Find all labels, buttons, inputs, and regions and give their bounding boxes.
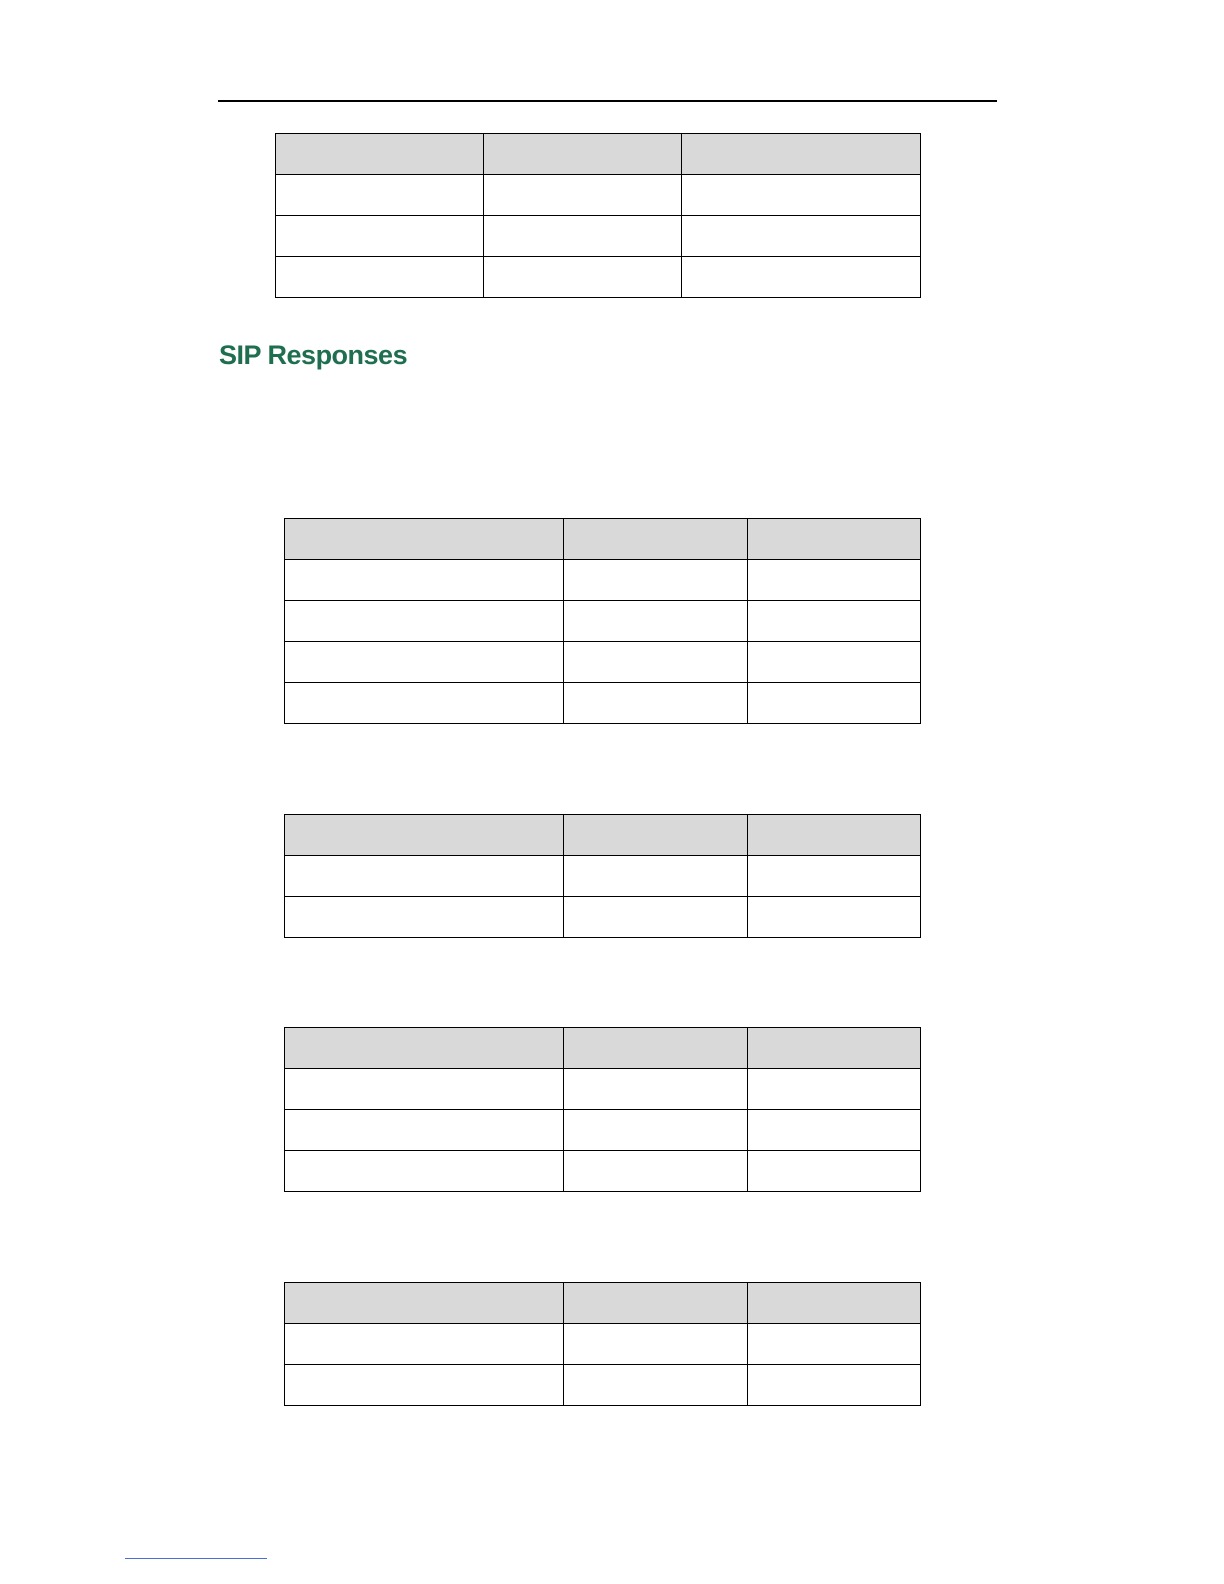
table-cell bbox=[564, 683, 748, 724]
table-cell bbox=[564, 1365, 748, 1406]
table-row bbox=[285, 1069, 921, 1110]
table-cell bbox=[484, 175, 682, 216]
table-cell bbox=[564, 560, 748, 601]
table-cell bbox=[285, 1151, 564, 1192]
table-header-cell bbox=[748, 1283, 921, 1324]
sip-response-table-3 bbox=[284, 1027, 921, 1192]
table-cell bbox=[276, 216, 484, 257]
table-header-cell bbox=[564, 519, 748, 560]
table-row bbox=[285, 856, 921, 897]
table-cell bbox=[285, 601, 564, 642]
table-cell bbox=[564, 1110, 748, 1151]
table-cell bbox=[564, 897, 748, 938]
table-cell bbox=[276, 257, 484, 298]
table-cell bbox=[285, 1365, 564, 1406]
table-cell bbox=[682, 257, 921, 298]
sip-response-table-2 bbox=[284, 814, 921, 938]
table-cell bbox=[285, 642, 564, 683]
table-header-row bbox=[285, 1028, 921, 1069]
table-row bbox=[285, 1324, 921, 1365]
table-row bbox=[285, 683, 921, 724]
table-cell bbox=[484, 216, 682, 257]
table-cell bbox=[276, 175, 484, 216]
table-header-cell bbox=[285, 815, 564, 856]
table-cell bbox=[682, 175, 921, 216]
table-cell bbox=[285, 897, 564, 938]
table-row bbox=[276, 216, 921, 257]
table-cell bbox=[564, 601, 748, 642]
table-header-cell bbox=[564, 815, 748, 856]
table-row bbox=[276, 257, 921, 298]
footer-link-underline[interactable] bbox=[125, 1558, 267, 1559]
table-cell bbox=[285, 1069, 564, 1110]
table-row bbox=[285, 897, 921, 938]
table-header-cell bbox=[748, 1028, 921, 1069]
table-cell bbox=[748, 642, 921, 683]
table-cell bbox=[285, 856, 564, 897]
table-cell bbox=[748, 856, 921, 897]
table-cell bbox=[285, 560, 564, 601]
table-row bbox=[285, 1110, 921, 1151]
table-header-cell bbox=[285, 1028, 564, 1069]
table-cell bbox=[564, 1069, 748, 1110]
table-cell bbox=[285, 1110, 564, 1151]
table-cell bbox=[484, 257, 682, 298]
page-header-rule bbox=[218, 100, 997, 102]
table-cell bbox=[748, 560, 921, 601]
table-cell bbox=[748, 1365, 921, 1406]
table-header-cell bbox=[276, 134, 484, 175]
table-header-cell bbox=[564, 1283, 748, 1324]
table-cell bbox=[748, 601, 921, 642]
table-cell bbox=[564, 856, 748, 897]
table-cell bbox=[682, 216, 921, 257]
table-cell bbox=[748, 1069, 921, 1110]
table-cell bbox=[748, 1151, 921, 1192]
table-header-row bbox=[276, 134, 921, 175]
table-header-row bbox=[285, 815, 921, 856]
table-row bbox=[285, 642, 921, 683]
table-cell bbox=[748, 1110, 921, 1151]
table-header-cell bbox=[285, 519, 564, 560]
table-header-cell bbox=[484, 134, 682, 175]
table-header-row bbox=[285, 519, 921, 560]
table-continued bbox=[275, 133, 921, 298]
table-cell bbox=[285, 683, 564, 724]
section-heading: SIP Responses bbox=[219, 340, 408, 370]
table-header-cell bbox=[682, 134, 921, 175]
table-header-cell bbox=[748, 519, 921, 560]
table-header-cell bbox=[564, 1028, 748, 1069]
table-row bbox=[285, 1151, 921, 1192]
table-cell bbox=[285, 1324, 564, 1365]
table-header-cell bbox=[748, 815, 921, 856]
table-cell bbox=[748, 683, 921, 724]
table-row bbox=[285, 1365, 921, 1406]
sip-response-table-1 bbox=[284, 518, 921, 724]
table-cell bbox=[564, 1151, 748, 1192]
table-cell bbox=[748, 1324, 921, 1365]
sip-response-table-4 bbox=[284, 1282, 921, 1406]
table-row bbox=[285, 560, 921, 601]
table-cell bbox=[564, 1324, 748, 1365]
table-row bbox=[285, 601, 921, 642]
table-header-row bbox=[285, 1283, 921, 1324]
table-cell bbox=[564, 642, 748, 683]
table-cell bbox=[748, 897, 921, 938]
table-row bbox=[276, 175, 921, 216]
table-header-cell bbox=[285, 1283, 564, 1324]
